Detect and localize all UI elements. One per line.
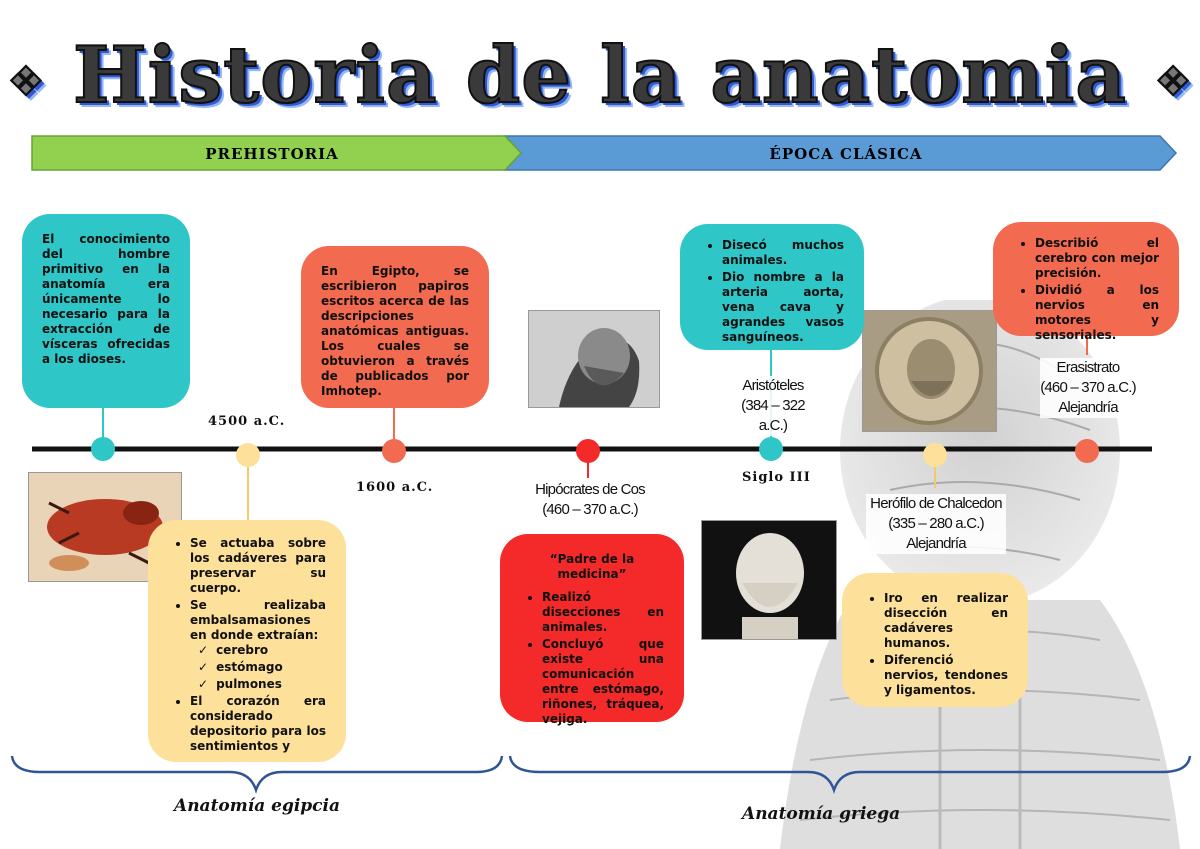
title-flourish-right: ❖ bbox=[1155, 58, 1192, 105]
era-label-epoca-clasica: ÉPOCA CLÁSICA bbox=[769, 145, 923, 163]
embalm-item-2-text: Se realizaba embalsamasiones en donde extraían: bbox=[190, 598, 326, 642]
embalm-subitem-estomago: ✓ estómago bbox=[216, 660, 326, 675]
date-4500: 4500 a.C. bbox=[208, 414, 286, 429]
date-1600: 1600 a.C. bbox=[356, 480, 434, 495]
hipocrates-portrait bbox=[528, 310, 660, 408]
erasistrato-item-1: • Describió el cerebro con mejor precisión. bbox=[1035, 236, 1159, 281]
erasistrato-years: (460 – 370 a.C.) bbox=[1040, 379, 1136, 396]
label-erasistrato bbox=[1040, 358, 1136, 418]
timeline-dot-1600 bbox=[382, 439, 406, 463]
label-herofilo bbox=[866, 494, 1006, 554]
box-hipocrates bbox=[500, 534, 684, 726]
hipocrates-item-2: • Concluyó que existe una comunicación entre estómago, riñones, tráquea, vejiga. bbox=[542, 637, 664, 727]
box-embalming bbox=[148, 520, 346, 762]
herofilo-name: Herófilo de Chalcedon bbox=[870, 495, 1002, 512]
herofilo-place: Alejandría bbox=[906, 535, 966, 552]
hipocrates-years: (460 – 370 a.C.) bbox=[542, 501, 638, 518]
timeline-dot-hipocrates bbox=[576, 439, 600, 463]
timeline-dot-4500 bbox=[236, 443, 260, 467]
erasistrato-name: Erasistrato bbox=[1056, 359, 1120, 376]
aristoteles-name: Aristóteles bbox=[742, 377, 804, 394]
aristoteles-item-2: • Dio nombre a la arteria aorta, vena cava y agrandes vasos sanguíneos. bbox=[722, 270, 844, 345]
herofilo-item-2: • Diferenció nervios, tendones y ligamentos. bbox=[884, 653, 1008, 698]
embalm-item-2 bbox=[190, 598, 326, 692]
box-prehistoric-text: El conocimiento del hombre primitivo en la anatomía era únicamente lo necesario para la extracción de vísceras ofrecidas a los dioses. bbox=[42, 232, 170, 366]
embalm-item-3: • El corazón era considerado depositorio para los sentimientos y bbox=[190, 694, 326, 754]
herofilo-years: (335 – 280 a.C.) bbox=[888, 515, 984, 532]
timeline-dot-aristoteles bbox=[759, 437, 783, 461]
box-herofilo bbox=[842, 573, 1028, 707]
herofilo-medallion bbox=[862, 310, 997, 432]
aristoteles-years: (384 – 322 a.C.) bbox=[741, 397, 805, 434]
timeline-dot-erasistrato bbox=[1075, 439, 1099, 463]
label-hipocrates bbox=[530, 480, 650, 520]
embalm-subitem-pulmones: ✓ pulmones bbox=[216, 677, 326, 692]
box-egypt-text: En Egipto, se escribieron papiros escritos acerca de las descripciones anatómicas antiguas. Los cuales se obtuvieron a través de publicados por Imhotep. bbox=[321, 264, 469, 398]
erasistrato-item-2: • Dividió a los nervios en motores y sensoriales. bbox=[1035, 283, 1159, 343]
timeline-dot-herofilo bbox=[923, 443, 947, 467]
label-aristoteles bbox=[728, 376, 818, 436]
herofilo-item-1: • Iro en realizar disección en cadáveres humanos. bbox=[884, 591, 1008, 651]
aristoteles-item-1: • Disecó muchos animales. bbox=[722, 238, 844, 268]
box-erasistrato bbox=[993, 222, 1179, 342]
title-text: Historia de la anatomia bbox=[73, 30, 1127, 121]
erasistrato-place: Alejandría bbox=[1058, 399, 1118, 416]
title-flourish-left: ❖ bbox=[8, 58, 45, 105]
timeline-dot-prehistoric bbox=[91, 437, 115, 461]
aristoteles-portrait bbox=[701, 520, 837, 640]
hipocrates-quote: “Padre de la medicina” bbox=[549, 552, 635, 581]
box-prehistoric-knowledge bbox=[22, 214, 190, 408]
embalm-subitem-cerebro: ✓ cerebro bbox=[216, 643, 326, 658]
box-egypt-papyrus bbox=[301, 246, 489, 408]
hipocrates-name: Hipócrates de Cos bbox=[535, 481, 645, 498]
box-aristoteles bbox=[680, 224, 864, 350]
date-siglo-iii: Siglo III bbox=[730, 466, 823, 489]
embalm-item-1: • Se actuaba sobre los cadáveres para preservar su cuerpo. bbox=[190, 536, 326, 596]
brace-griega bbox=[510, 756, 1190, 790]
section-label-griega: Anatomía griega bbox=[742, 804, 901, 824]
era-label-prehistoria: PREHISTORIA bbox=[205, 145, 339, 163]
hipocrates-item-1: • Realizó disecciones en animales. bbox=[542, 590, 664, 635]
section-label-egipcia: Anatomía egipcia bbox=[174, 796, 341, 816]
